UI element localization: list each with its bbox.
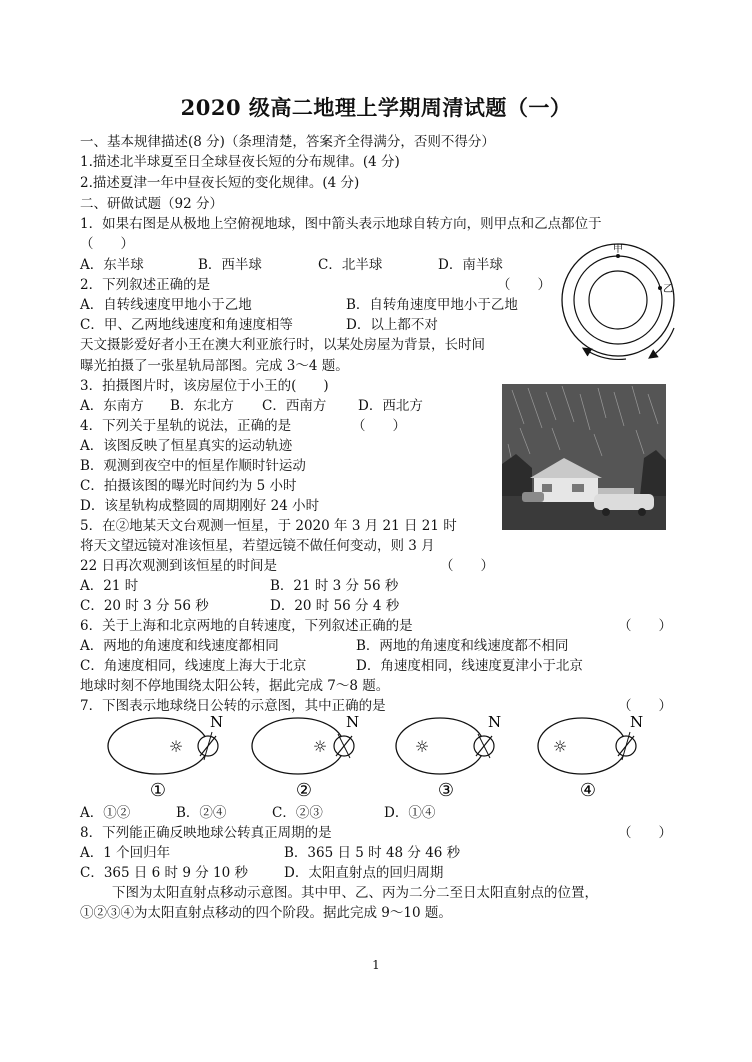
orbit-diagram-3 — [396, 713, 501, 801]
question-7-options — [80, 804, 435, 823]
question-5-options — [80, 597, 399, 616]
page-title: 2020 级高二地理上学期周清试题（一） — [180, 95, 572, 120]
diagram-label: ④ — [579, 780, 597, 801]
option[interactable]: B．观测到夜空中的恒星作顺时针运动 — [80, 458, 306, 474]
option[interactable]: B．365 日 5 时 48 分 46 秒 — [284, 845, 461, 861]
option[interactable]: D．南半球 — [438, 257, 503, 273]
option[interactable]: A．1 个回归年 — [80, 845, 171, 861]
option[interactable]: D．该星轨构成整圆的周期刚好 24 小时 — [80, 498, 320, 514]
option[interactable]: C．②③ — [272, 805, 323, 821]
sun-icon: ☼ — [168, 737, 184, 756]
point-jia-label: 甲 — [613, 244, 623, 255]
option[interactable]: C．20 时 3 分 56 秒 — [80, 598, 209, 614]
passage-text: ①②③④为太阳直射点移动的四个阶段。据此完成 9～10 题。 — [80, 905, 452, 921]
orbit-diagram-2 — [252, 713, 359, 801]
question-3: 3．拍摄图片时，该房屋位于小王的( ) — [80, 378, 329, 394]
sun-icon: ☼ — [552, 737, 568, 756]
orbit-diagram-1 — [108, 713, 223, 801]
question-7: 7．下图表示地球绕日公转的示意图，其中正确的是 — [80, 698, 386, 714]
passage-text: 下图为太阳直射点移动示意图。其中甲、乙、丙为二分二至日太阳直射点的位置， — [112, 885, 598, 901]
option[interactable]: A．两地的角速度和线速度都相同 — [80, 638, 279, 654]
question-6: 6．关于上海和北京两地的自转速度，下列叙述正确的是 — [80, 618, 413, 634]
answer-bracket: （ ） — [618, 698, 672, 714]
sun-icon: ☼ — [414, 737, 430, 756]
option[interactable]: A．自转线速度甲地小于乙地 — [80, 297, 252, 313]
option[interactable]: C．北半球 — [318, 257, 383, 273]
option[interactable]: C．365 日 6 时 9 分 10 秒 — [80, 865, 248, 881]
question-2-options — [80, 316, 438, 335]
option[interactable]: A．该图反映了恒星真实的运动轨迹 — [80, 438, 293, 454]
passage-text: 曝光拍摄了一张星轨局部图。完成 3～4 题。 — [80, 358, 349, 374]
north-label: N — [630, 713, 644, 731]
option[interactable]: C．西南方 — [262, 398, 327, 414]
option[interactable]: B．东北方 — [170, 398, 234, 414]
question-5: 22 日再次观测到该恒星的时间是 — [80, 558, 277, 574]
option[interactable]: A．东南方 — [80, 398, 144, 414]
option[interactable]: C．拍摄该图的曝光时间约为 5 小时 — [80, 478, 297, 494]
answer-bracket: （ ） — [618, 618, 672, 634]
answer-bracket: （ ） — [80, 236, 134, 252]
option[interactable]: D．以上都不对 — [346, 317, 438, 333]
question-5: 将天文望远镜对准该恒星，若望远镜不做任何变动，则 3 月 — [80, 538, 435, 554]
question-8-options — [80, 864, 443, 883]
section-heading-1: 一、基本规律描述(8 分)（条理清楚，答案齐全得满分，否则不得分） — [80, 134, 495, 150]
star-trail-photo — [502, 384, 666, 530]
section-heading-2: 二、研做试题（92 分） — [80, 196, 223, 212]
rotation-diagram — [556, 238, 690, 364]
passage-text: 地球时刻不停地围绕太阳公转，据此完成 7～8 题。 — [80, 678, 390, 694]
question-2: 2．下列叙述正确的是 — [80, 277, 211, 293]
north-label: N — [488, 713, 502, 731]
option[interactable]: B．西半球 — [198, 257, 262, 273]
option[interactable]: C．角速度相同，线速度上海大于北京 — [80, 658, 307, 674]
question-5: 5．在②地某天文台观测一恒星，于 2020 年 3 月 21 日 21 时 — [80, 518, 457, 534]
question-8-options — [80, 844, 460, 863]
question-5-options — [80, 577, 398, 596]
option[interactable]: D．西北方 — [358, 398, 423, 414]
question-1: 1．如果右图是从极地上空俯视地球，图中箭头表示地球自转方向，则甲点和乙点都位于 — [80, 216, 602, 232]
question-text: 1.描述北半球夏至日全球昼夜长短的分布规律。(4 分) — [80, 154, 400, 170]
option[interactable]: C．甲、乙两地线速度和角速度相等 — [80, 317, 293, 333]
point-yi-label: 乙 — [663, 284, 673, 295]
option[interactable]: B．②④ — [176, 805, 227, 821]
north-label: N — [346, 713, 360, 731]
question-6-options — [80, 657, 583, 676]
option[interactable]: D．①④ — [384, 805, 436, 821]
passage-text: 天文摄影爱好者小王在澳大利亚旅行时，以某处房屋为背景，长时间 — [80, 337, 485, 353]
question-8: 8．下列能正确反映地球公转真正周期的是 — [80, 825, 332, 841]
north-label: N — [210, 713, 224, 731]
option[interactable]: D．角速度相同，线速度夏津小于北京 — [356, 658, 583, 674]
option[interactable]: A．21 时 — [80, 578, 139, 594]
orbit-diagram-4 — [538, 713, 643, 801]
question-2-options — [80, 296, 518, 315]
option[interactable]: B．两地的角速度和线速度都不相同 — [356, 638, 569, 654]
option[interactable]: B．自转角速度甲地小于乙地 — [346, 297, 518, 313]
option[interactable]: D．太阳直射点的回归周期 — [284, 865, 444, 881]
diagram-label: ② — [295, 780, 313, 801]
orbit-diagrams — [100, 712, 660, 802]
option[interactable]: A．①② — [80, 805, 131, 821]
answer-bracket: （ ） — [440, 558, 494, 574]
option[interactable]: B．21 时 3 分 56 秒 — [270, 578, 399, 594]
question-3-options — [80, 397, 423, 416]
question-1-options — [80, 256, 503, 275]
answer-bracket: （ ） — [352, 418, 406, 434]
question-6-options — [80, 637, 568, 656]
option[interactable]: D．20 时 56 分 4 秒 — [270, 598, 400, 614]
answer-bracket: （ ） — [618, 825, 672, 841]
sun-icon: ☼ — [312, 737, 328, 756]
answer-bracket: （ ） — [497, 277, 551, 293]
option[interactable]: A．东半球 — [80, 257, 144, 273]
question-text: 2.描述夏津一年中昼夜长短的变化规律。(4 分) — [80, 175, 360, 191]
question-4: 4．下列关于星轨的说法，正确的是 — [80, 418, 292, 434]
diagram-label: ① — [149, 780, 167, 801]
page-number: 1 — [372, 958, 380, 972]
diagram-label: ③ — [437, 780, 455, 801]
